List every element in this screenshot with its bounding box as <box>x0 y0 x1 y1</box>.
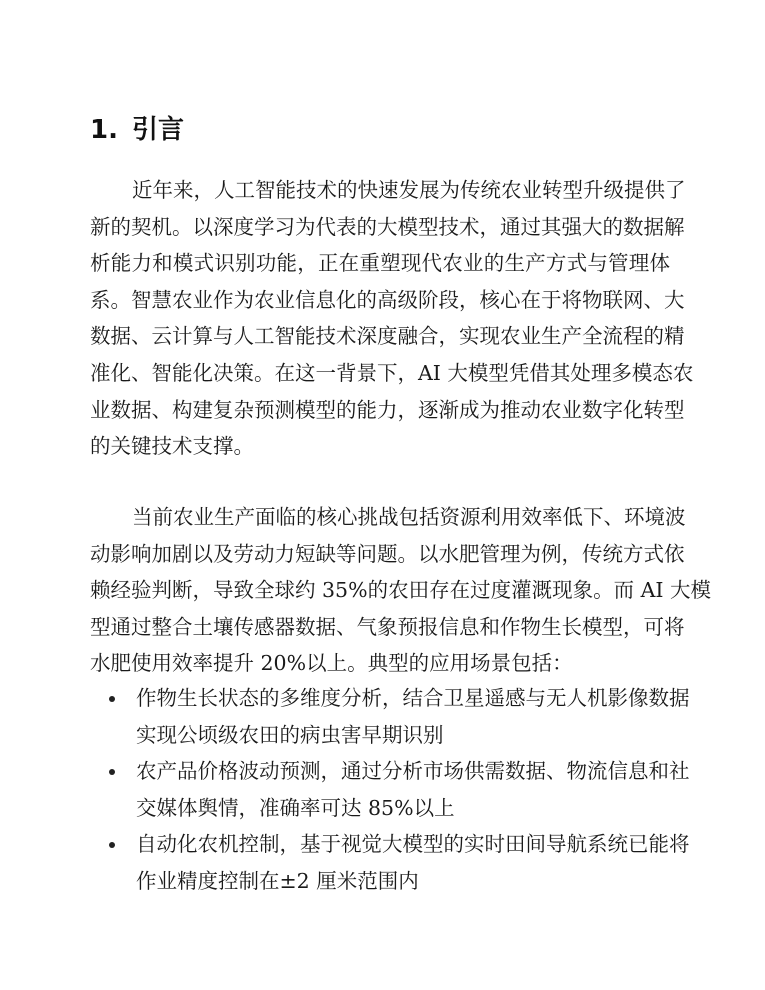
paragraph-line: 近年来，人工智能技术的快速发展为传统农业转型升级提供了 <box>132 178 686 202</box>
paragraph-line: 赖经验判断，导致全球约 35%的农田存在过度灌溉现象。而 AI 大模 <box>90 578 712 603</box>
paragraph-line: 动影响加剧以及劳动力短缺等问题。以水肥管理为例，传统方式依 <box>90 541 685 566</box>
list-item <box>90 826 690 899</box>
paragraph-line: 型通过整合土壤传感器数据、气象预报信息和作物生长模型，可将 <box>90 614 685 639</box>
paragraph-line: 系。智慧农业作为农业信息化的高级阶段，核心在于将物联网、大 <box>90 287 685 312</box>
paragraph-intro <box>90 172 694 465</box>
list-item-line: 农产品价格波动预测，通过分析市场供需数据、物流信息和社 <box>136 759 690 784</box>
bullet-dot-icon <box>109 696 115 702</box>
paragraph-challenges <box>90 499 712 682</box>
section-heading <box>90 112 184 148</box>
list-item-line: 交媒体舆情，准确率可达 85%以上 <box>136 795 455 820</box>
list-item-line: 作业精度控制在±2 厘米范围内 <box>136 868 419 893</box>
paragraph-line: 数据、云计算与人工智能技术深度融合，实现农业生产全流程的精 <box>90 324 685 349</box>
list-item-line: 自动化农机控制，基于视觉大模型的实时田间导航系统已能将 <box>136 832 690 857</box>
paragraph-line: 析能力和模式识别功能，正在重塑现代农业的生产方式与管理体 <box>90 251 670 276</box>
paragraph-line: 的关键技术支撑。 <box>90 434 254 459</box>
application-scenario-list <box>90 680 690 900</box>
bullet-dot-icon <box>109 842 115 848</box>
bullet-dot-icon <box>109 769 115 775</box>
paragraph-line: 新的契机。以深度学习为代表的大模型技术，通过其强大的数据解 <box>90 214 685 239</box>
section-title: 引言 <box>131 115 184 145</box>
list-item-line: 作物生长状态的多维度分析，结合卫星遥感与无人机影像数据 <box>136 686 690 710</box>
section-number: 1. <box>90 115 118 145</box>
list-item-line: 实现公顷级农田的病虫害早期识别 <box>136 722 444 747</box>
paragraph-line: 业数据、构建复杂预测模型的能力，逐渐成为推动农业数字化转型 <box>90 397 685 422</box>
paragraph-line: 水肥使用效率提升 20%以上。典型的应用场景包括： <box>90 651 573 676</box>
paragraph-line: 当前农业生产面临的核心挑战包括资源利用效率低下、环境波 <box>132 505 686 529</box>
paragraph-line: 准化、智能化决策。在这一背景下，AI 大模型凭借其处理多模态农 <box>90 360 694 385</box>
list-item <box>90 680 690 753</box>
list-item <box>90 753 690 826</box>
